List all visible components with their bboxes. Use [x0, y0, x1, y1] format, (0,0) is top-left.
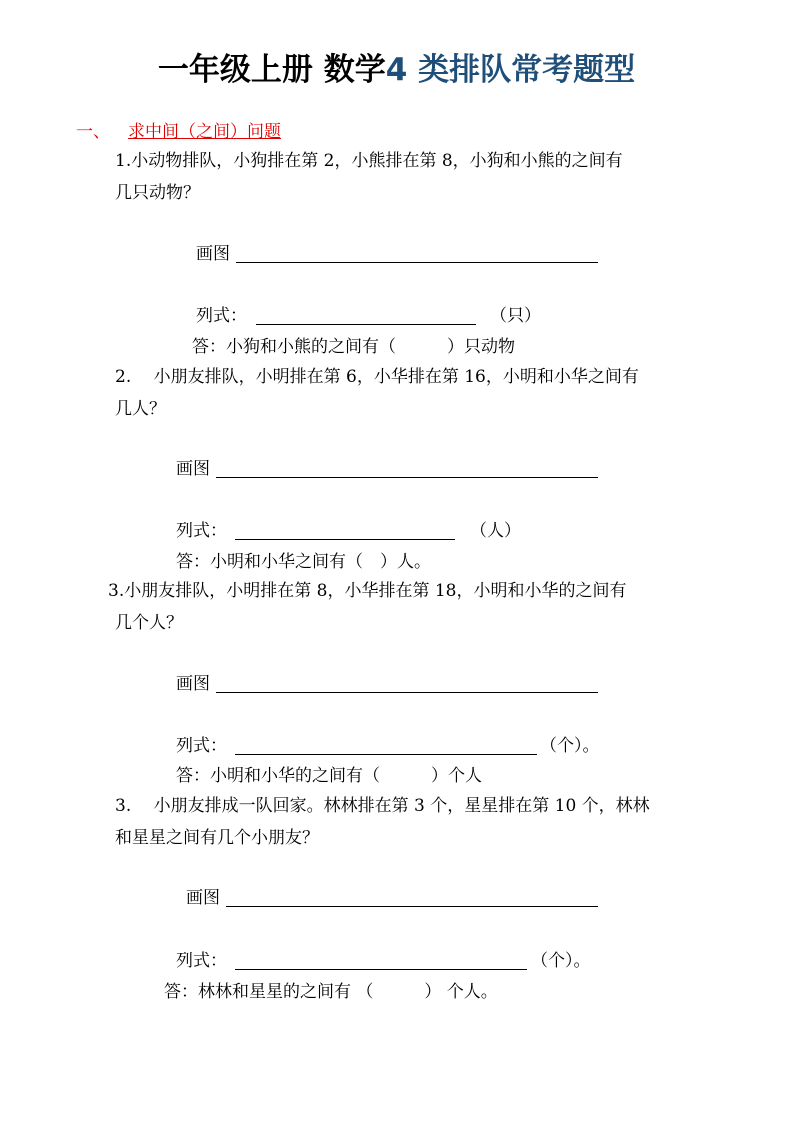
- question-2-draw-line[interactable]: [216, 477, 598, 478]
- question-3-line1: 3.小朋友排队，小明排在第 8，小华排在第 18，小明和小华的之间有: [108, 581, 627, 601]
- question-2-line2: 几人？: [115, 399, 166, 419]
- question-2-line1: 2. 小朋友排队，小明排在第 6，小华排在第 16，小明和小华之间有: [115, 367, 639, 387]
- question-1-answer: 答：小狗和小熊的之间有（ ）只动物: [192, 337, 515, 357]
- question-1-draw-label: 画图: [196, 244, 230, 264]
- section-heading: [76, 120, 281, 144]
- question-1-line1: 1.小动物排队，小狗排在第 2，小熊排在第 8，小狗和小熊的之间有: [115, 151, 623, 171]
- question-3-draw-line[interactable]: [216, 692, 598, 693]
- question-3-formula-label: 列式：: [176, 736, 227, 756]
- question-1-line2: 几只动物？: [115, 183, 200, 203]
- question-4-draw-line[interactable]: [226, 906, 598, 907]
- question-2-formula-line[interactable]: [235, 539, 455, 540]
- question-1-formula-line[interactable]: [256, 324, 476, 325]
- question-4-line1: 3. 小朋友排成一队回家。林林排在第 3 个，星星排在第 10 个，林林: [115, 796, 650, 816]
- title-blue-part: 4 类排队常考题型: [385, 52, 636, 88]
- question-4-draw-label: 画图: [186, 888, 220, 908]
- question-1-unit: （只）: [490, 306, 541, 326]
- question-2-unit: （人）: [470, 521, 521, 541]
- question-1-formula-label: 列式：: [196, 306, 247, 326]
- section-text: 求中间（之间）问题: [128, 122, 281, 142]
- question-4-line2: 和星星之间有几个小朋友？: [115, 828, 319, 848]
- question-3-answer: 答：小明和小华的之间有（ ）个人: [176, 766, 482, 786]
- page-title: [0, 48, 793, 92]
- question-4-unit: （个）。: [531, 951, 591, 971]
- question-1-draw-line[interactable]: [236, 262, 598, 263]
- question-3-draw-label: 画图: [176, 674, 210, 694]
- question-2-answer: 答：小明和小华之间有（ ）人。: [176, 552, 431, 572]
- question-2-formula-label: 列式：: [176, 521, 227, 541]
- question-3-unit: （个）。: [540, 736, 600, 756]
- section-index: 一、: [76, 122, 110, 142]
- question-4-formula-label: 列式：: [176, 951, 227, 971]
- question-4-answer: 答：林林和星星的之间有 （ ） 个人。: [164, 982, 498, 1002]
- title-black-part: 一年级上册 数学: [157, 52, 386, 88]
- question-3-formula-line[interactable]: [235, 754, 537, 755]
- question-2-draw-label: 画图: [176, 459, 210, 479]
- question-4-formula-line[interactable]: [235, 969, 527, 970]
- question-3-line2: 几个人？: [115, 613, 183, 633]
